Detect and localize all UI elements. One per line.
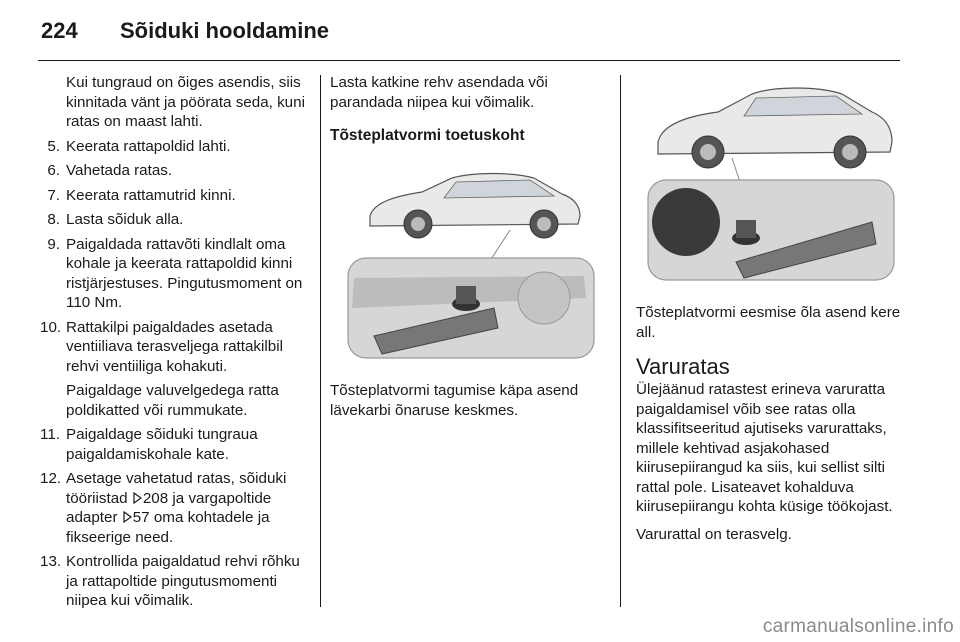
step-text: Kontrollida paigaldatud rehvi rõhku ja rattapoltide pingutusmomenti niipea kui võimalik. — [66, 553, 300, 609]
lift-pad-detail — [648, 180, 894, 280]
step-number: 13. — [40, 553, 62, 570]
column-divider-2 — [620, 75, 621, 607]
step-number: 7. — [47, 186, 60, 204]
front-lift-point-illustration — [636, 72, 906, 284]
front-caption: Tõsteplatvormi eesmise õla asend kere all. — [636, 304, 901, 341]
step-text: Paigaldage sõiduki tungraua paigaldamiskohale kate. — [66, 426, 258, 463]
page-number: 224 — [41, 18, 78, 43]
page-reference-arrow-icon — [122, 508, 133, 528]
lift-pad-detail — [348, 258, 594, 358]
list-item — [40, 210, 308, 230]
note-paragraph: Paigaldage valuvelgedega ratta poldikatted või rummukate. — [66, 382, 279, 419]
spare-wheel-paragraph: Ülejäänud ratastest erineva varuratta paigaldamisel võib see ratas olla klassifitseeritud ajutiseks varurattaks, millele kehtivad asjakohased kiirusepiirangud ka siis, kui sellist silti rattal pole. Lisateavet kohalduva kiirusepiirangu kohta küsige töökojast. — [636, 381, 893, 515]
list-item — [40, 186, 308, 206]
list-item — [40, 425, 308, 464]
section-heading-lift-point: Tõsteplatvormi toetuskoht — [330, 127, 525, 144]
step-number: 11. — [40, 426, 60, 443]
car-side-view — [658, 88, 892, 168]
watermark: carmanualsonline.info — [762, 616, 954, 637]
step-number: 5. — [47, 137, 60, 155]
rear-lift-point-illustration — [334, 158, 606, 364]
list-item — [40, 235, 308, 313]
step-text: Rattakilpi paigaldades asetada ventiiliava terasveljega rattakilbil rehvi ventiiliga kohakuti. — [66, 318, 283, 375]
section-heading-spare-wheel: Varuratas — [636, 354, 730, 379]
list-item — [40, 552, 308, 611]
step-list — [40, 137, 308, 377]
step-number: 9. — [47, 235, 60, 253]
intro-paragraph: Kui tungraud on õiges asendis, siis kinnitada vänt ja pöörata seda, kuni ratas on maast lahti. — [66, 74, 305, 130]
page-title: Sõiduki hooldamine — [120, 18, 330, 43]
rear-caption: Tõsteplatvormi tagumise käpa asend lävekarbi õnaruse keskmes. — [330, 382, 579, 419]
list-item — [40, 469, 308, 547]
step-number: 10. — [40, 318, 62, 336]
car-side-view — [370, 174, 580, 239]
step-number: 8. — [47, 211, 60, 228]
step-text: Paigaldada rattavõti kindlalt oma kohale ja keerata rattapoldid kinni ristjärjestuses. Pingutusmoment on 110 Nm. — [66, 235, 303, 311]
page-reference-link[interactable]: 57 — [132, 509, 150, 526]
column-2 — [330, 73, 602, 146]
steel-rim-paragraph: Varurattal on terasvelg. — [636, 525, 792, 543]
column-divider-1 — [320, 75, 321, 607]
page-reference-arrow-icon — [132, 489, 143, 509]
step-text: Vahetada ratas. — [66, 162, 173, 179]
step-number: 12. — [40, 470, 62, 487]
list-item — [40, 161, 308, 181]
step-text: Keerata rattamutrid kinni. — [66, 186, 236, 204]
repair-paragraph: Lasta katkine rehv asendada või parandada niipea kui võimalik. — [330, 74, 548, 111]
step-text: Lasta sõiduk alla. — [66, 211, 184, 228]
column-3 — [636, 303, 906, 544]
column-1 — [40, 73, 308, 611]
header-rule — [38, 60, 900, 61]
step-text: Asetage vahetatud ratas, sõiduki tööriistad 208 ja vargapoltide adapter 57 oma kohtadele ja fikseerige need. — [66, 470, 287, 546]
list-item — [40, 137, 308, 157]
step-text: Keerata rattapoldid lahti. — [66, 137, 231, 155]
page-reference-link[interactable]: 208 — [142, 489, 169, 507]
step-number: 6. — [47, 162, 60, 179]
list-item — [40, 318, 308, 377]
